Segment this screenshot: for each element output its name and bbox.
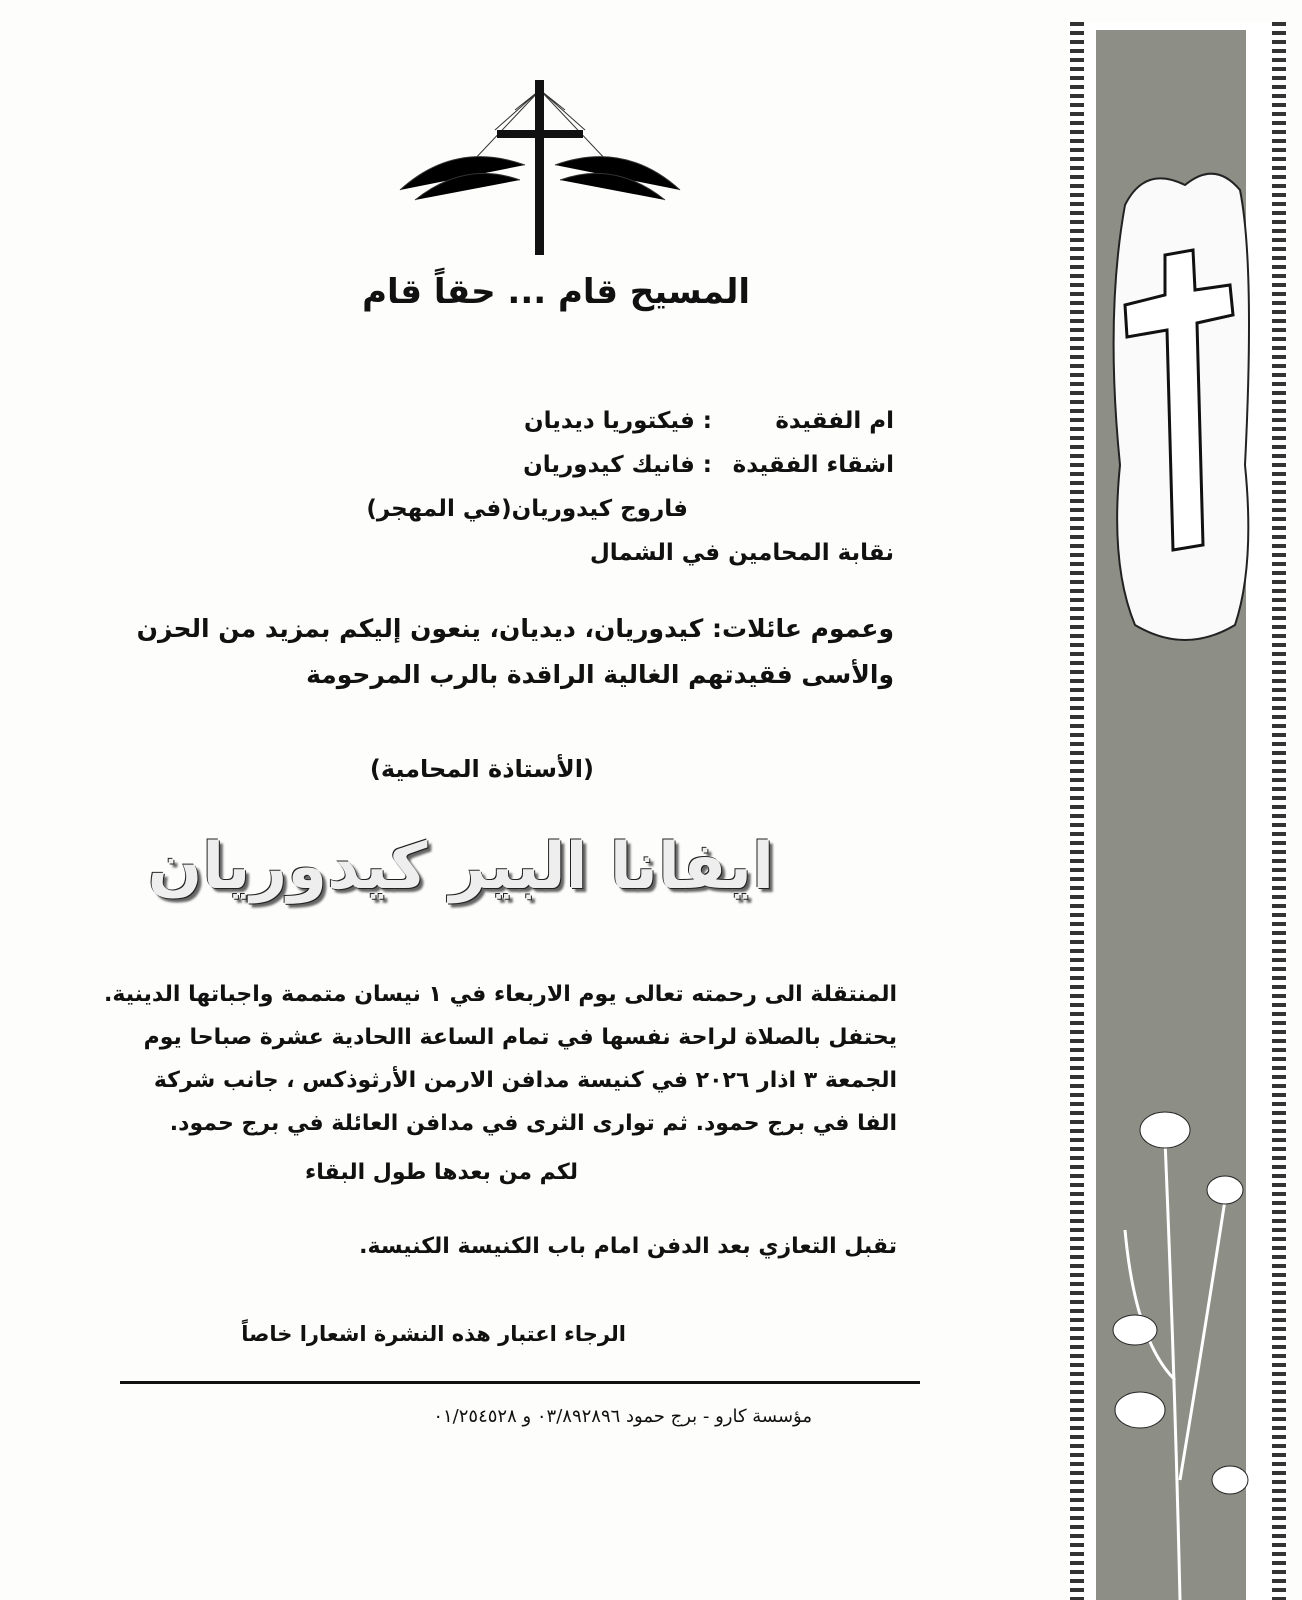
announcement-line: والأسى فقيدتهم الغالية الراقدة بالرب المرحومة [306, 660, 894, 689]
details-line: المنتقلة الى رحمته تعالى يوم الاربعاء في ١ نيسان متممة واجباتها الدينية. [104, 982, 897, 1007]
mourner-label: ام الفقيدة [775, 408, 894, 434]
wave-edge [1070, 22, 1084, 1600]
details-line: الفا في برج حمود. ثم توارى الثرى في مدافن العائلة في برج حمود. [169, 1111, 897, 1136]
announcement-line: وعموم عائلات: كيدوريان، ديديان، ينعون إليكم بمزيد من الحزن [136, 614, 894, 643]
deceased-title: (الأستاذة المحامية) [369, 755, 594, 783]
mourner-label: اشقاء الفقيدة [732, 452, 894, 478]
cross-icon [395, 70, 685, 260]
mourner-name: نقابة المحامين في الشمال [589, 540, 894, 566]
mourner-name: : فيكتوريا ديديان [524, 408, 712, 434]
cloud-cross-icon [1105, 165, 1255, 665]
mourner-name: فاروج كيدوريان(في المهجر) [366, 496, 688, 522]
motto: المسيح قام ... حقاً قام [362, 272, 750, 312]
divider [120, 1381, 920, 1384]
mourner-name: : فانيك كيدوريان [523, 452, 712, 478]
details-line: يحتفل بالصلاة لراحة نفسها في تمام الساعة االحادية عشرة صباحا يوم [143, 1025, 897, 1050]
wave-edge [1272, 22, 1286, 1600]
deceased-name: ايفانا البير كيدوريان [147, 830, 774, 904]
details-line: الجمعة ٣ اذار ٢٠٢٦ في كنيسة مدافن الارمن الأرثوذكس ، جانب شركة [153, 1068, 897, 1093]
blessing: لكم من بعدها طول البقاء [305, 1160, 578, 1185]
private-notice: الرجاء اعتبار هذه النشرة اشعارا خاصاً [241, 1322, 626, 1346]
flower-icon [1105, 1080, 1255, 1600]
condolences: تقبل التعازي بعد الدفن امام باب الكنيسة الكنيسة. [359, 1234, 897, 1259]
footer-contact: مؤسسة كارو - برج حمود ٠٣/٨٩٢٨٩٦ و ٠١/٢٥٤٥٢٨ [433, 1406, 812, 1427]
